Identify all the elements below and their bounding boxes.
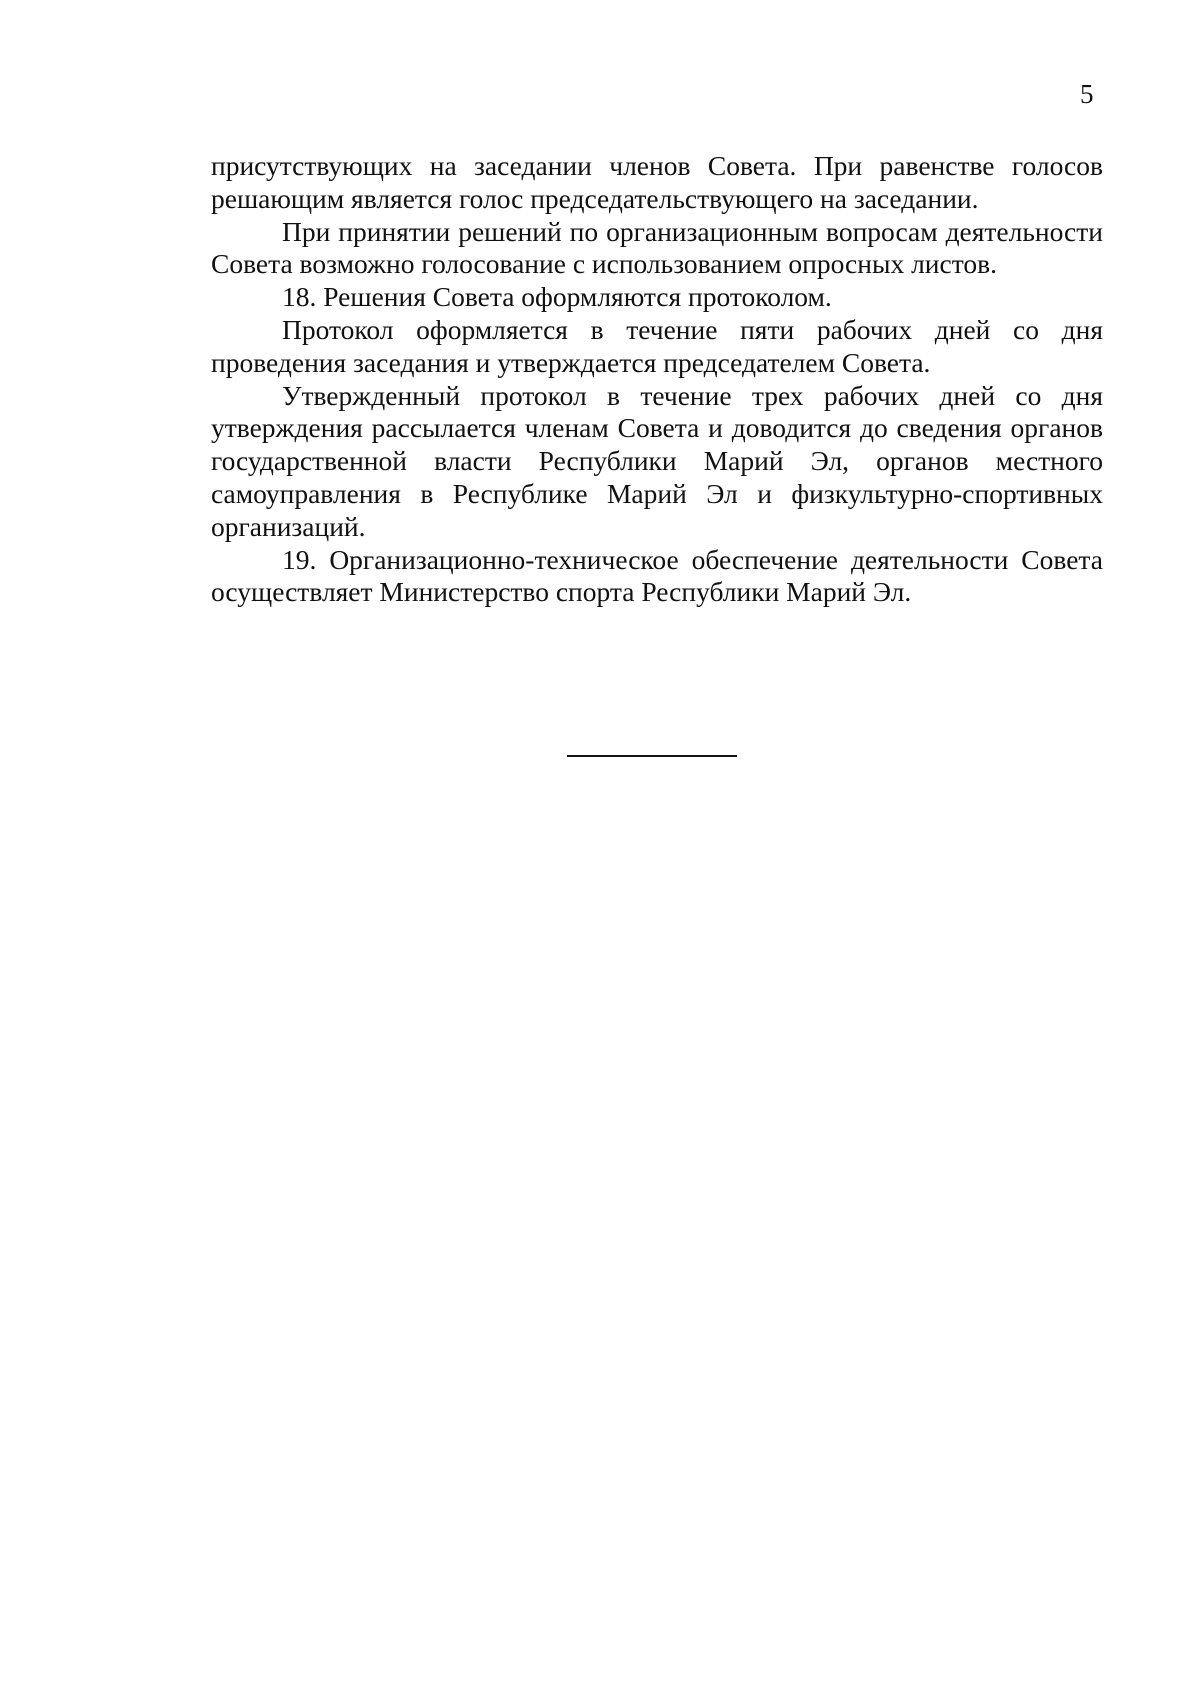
paragraph-item-18: 18. Решения Совета оформляются протоколом. — [282, 281, 832, 313]
paragraph-continuation: присутствующих на заседании членов Совета. При равенстве голосов решающим является голос председательствующего на заседании. — [211, 150, 1103, 214]
paragraph-voting-by-questionnaire: При принятии решений по организационным вопросам деятельности Совета возможно голосование с использованием опросных листов. — [211, 215, 1103, 280]
paragraph-protocol-distribution: Утвержденный протокол в течение трех рабочих дней со дня утверждения рассылается членам Совета и доводится до сведения органов государственной власти Республики Марий Эл, органов местного самоуправления в Республике Марий Эл и физкультурно-спортивных организаций. — [211, 379, 1103, 542]
paragraph-protocol-preparation: Протокол оформляется в течение пяти рабочих дней со дня проведения заседания и утверждается председателем Совета. — [211, 313, 1103, 378]
end-of-document-rule — [567, 755, 737, 757]
paragraph-item-19: 19. Организационно-техническое обеспечение деятельности Совета осуществляет Министерство спорта Республики Марий Эл. — [211, 543, 1103, 608]
document-body — [211, 150, 1103, 609]
page-number: 5 — [1080, 79, 1094, 109]
